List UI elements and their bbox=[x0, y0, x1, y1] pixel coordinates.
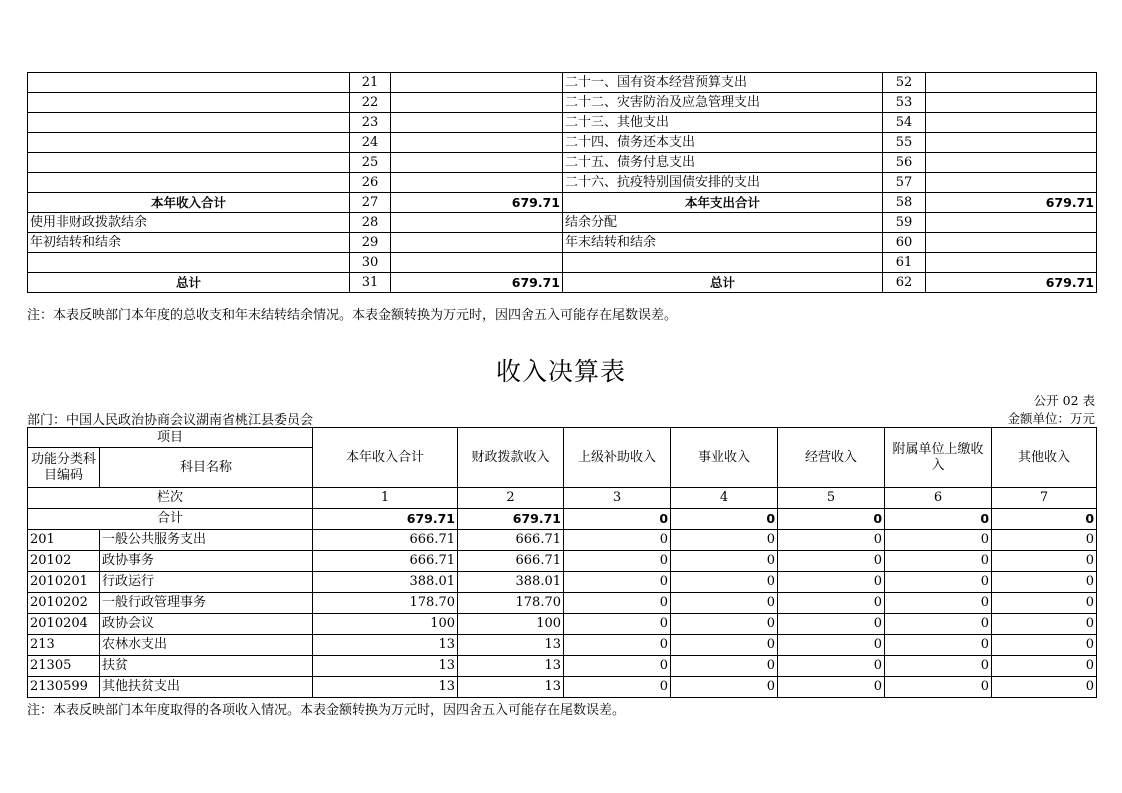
amount-cell: 666.71 bbox=[458, 530, 564, 551]
amount-cell: 0 bbox=[564, 635, 671, 656]
amount-cell: 0 bbox=[564, 593, 671, 614]
income-amount bbox=[391, 153, 563, 173]
expense-line-number: 61 bbox=[883, 253, 926, 273]
summary-table-body bbox=[28, 73, 1097, 293]
table-row bbox=[28, 133, 1097, 153]
expense-line-number: 53 bbox=[883, 93, 926, 113]
header-business: 经营收入 bbox=[778, 428, 885, 488]
income-line-number: 30 bbox=[350, 253, 391, 273]
amount-cell: 0 bbox=[992, 530, 1097, 551]
column-number: 4 bbox=[671, 488, 778, 509]
total-value: 679.71 bbox=[313, 509, 458, 530]
income-item-label bbox=[28, 93, 350, 113]
amount-cell: 0 bbox=[885, 635, 992, 656]
total-value: 679.71 bbox=[458, 509, 564, 530]
amount-cell: 0 bbox=[992, 677, 1097, 698]
expense-item-label: 二十三、其他支出 bbox=[563, 113, 883, 133]
amount-cell: 178.70 bbox=[313, 593, 458, 614]
subject-name: 政协会议 bbox=[100, 614, 313, 635]
table-row bbox=[28, 173, 1097, 193]
amount-cell: 666.71 bbox=[313, 551, 458, 572]
expense-item-label: 总计 bbox=[563, 273, 883, 293]
amount-cell: 0 bbox=[778, 614, 885, 635]
income-amount bbox=[391, 113, 563, 133]
column-number-label: 栏次 bbox=[28, 488, 313, 509]
subject-name: 行政运行 bbox=[100, 572, 313, 593]
amount-cell: 0 bbox=[671, 656, 778, 677]
amount-cell: 0 bbox=[885, 530, 992, 551]
income-amount bbox=[391, 233, 563, 253]
expense-amount: 679.71 bbox=[926, 273, 1097, 293]
column-number: 1 bbox=[313, 488, 458, 509]
income-item-label: 使用非财政拨款结余 bbox=[28, 213, 350, 233]
income-amount bbox=[391, 93, 563, 113]
table-row bbox=[28, 593, 1097, 614]
expense-item-label: 结余分配 bbox=[563, 213, 883, 233]
amount-cell: 0 bbox=[992, 551, 1097, 572]
amount-cell: 100 bbox=[458, 614, 564, 635]
header-func-code: 功能分类科目编码 bbox=[28, 448, 100, 488]
amount-cell: 0 bbox=[778, 656, 885, 677]
income-amount bbox=[391, 213, 563, 233]
subject-code: 2010204 bbox=[28, 614, 100, 635]
subject-name: 其他扶贫支出 bbox=[100, 677, 313, 698]
income-item-label bbox=[28, 253, 350, 273]
table-code: 公开 02 表 bbox=[1033, 393, 1095, 408]
header-superior: 上级补助收入 bbox=[564, 428, 671, 488]
amount-cell: 13 bbox=[313, 656, 458, 677]
income-line-number: 28 bbox=[350, 213, 391, 233]
table-row bbox=[28, 93, 1097, 113]
income-item-label: 年初结转和结余 bbox=[28, 233, 350, 253]
income-amount bbox=[391, 73, 563, 93]
amount-cell: 13 bbox=[458, 656, 564, 677]
income-item-label: 本年收入合计 bbox=[28, 193, 350, 213]
column-number-row bbox=[28, 488, 1097, 509]
table-row bbox=[28, 233, 1097, 253]
subject-name: 扶贫 bbox=[100, 656, 313, 677]
income-line-number: 21 bbox=[350, 73, 391, 93]
amount-cell: 0 bbox=[671, 572, 778, 593]
total-value: 0 bbox=[671, 509, 778, 530]
expense-line-number: 52 bbox=[883, 73, 926, 93]
income-amount bbox=[391, 173, 563, 193]
total-value: 0 bbox=[992, 509, 1097, 530]
table-row bbox=[28, 113, 1097, 133]
total-value: 0 bbox=[564, 509, 671, 530]
table-row bbox=[28, 572, 1097, 593]
amount-cell: 0 bbox=[671, 635, 778, 656]
income-amount bbox=[391, 253, 563, 273]
amount-cell: 0 bbox=[564, 530, 671, 551]
header-row bbox=[28, 428, 1097, 448]
income-item-label bbox=[28, 173, 350, 193]
income-line-number: 23 bbox=[350, 113, 391, 133]
header-total: 本年收入合计 bbox=[313, 428, 458, 488]
subject-name: 政协事务 bbox=[100, 551, 313, 572]
income-item-label bbox=[28, 153, 350, 173]
total-row bbox=[28, 509, 1097, 530]
total-value: 0 bbox=[778, 509, 885, 530]
expense-line-number: 55 bbox=[883, 133, 926, 153]
expense-amount bbox=[926, 113, 1097, 133]
amount-cell: 0 bbox=[885, 593, 992, 614]
income-amount: 679.71 bbox=[391, 193, 563, 213]
amount-cell: 0 bbox=[992, 635, 1097, 656]
table-row bbox=[28, 73, 1097, 93]
column-number: 5 bbox=[778, 488, 885, 509]
amount-cell: 0 bbox=[778, 551, 885, 572]
income-item-label bbox=[28, 133, 350, 153]
amount-cell: 0 bbox=[564, 677, 671, 698]
income-line-number: 31 bbox=[350, 273, 391, 293]
expense-item-label bbox=[563, 253, 883, 273]
subject-name: 一般行政管理事务 bbox=[100, 593, 313, 614]
income-line-number: 29 bbox=[350, 233, 391, 253]
amount-cell: 0 bbox=[778, 677, 885, 698]
table-row bbox=[28, 153, 1097, 173]
amount-cell: 0 bbox=[778, 572, 885, 593]
table-row bbox=[28, 614, 1097, 635]
expense-amount bbox=[926, 133, 1097, 153]
amount-cell: 666.71 bbox=[458, 551, 564, 572]
amount-cell: 100 bbox=[313, 614, 458, 635]
header-career: 事业收入 bbox=[671, 428, 778, 488]
amount-cell: 0 bbox=[671, 593, 778, 614]
amount-cell: 0 bbox=[564, 572, 671, 593]
amount-cell: 13 bbox=[458, 677, 564, 698]
expense-amount bbox=[926, 73, 1097, 93]
income-line-number: 22 bbox=[350, 93, 391, 113]
amount-cell: 13 bbox=[313, 635, 458, 656]
subject-name: 农林水支出 bbox=[100, 635, 313, 656]
amount-cell: 178.70 bbox=[458, 593, 564, 614]
amount-cell: 666.71 bbox=[313, 530, 458, 551]
subject-name: 一般公共服务支出 bbox=[100, 530, 313, 551]
amount-cell: 0 bbox=[885, 551, 992, 572]
income-table-body bbox=[28, 428, 1097, 698]
table-row bbox=[28, 273, 1097, 293]
income-item-label bbox=[28, 113, 350, 133]
amount-cell: 0 bbox=[778, 635, 885, 656]
amount-cell: 388.01 bbox=[313, 572, 458, 593]
expense-amount bbox=[926, 253, 1097, 273]
amount-cell: 0 bbox=[992, 593, 1097, 614]
income-line-number: 26 bbox=[350, 173, 391, 193]
subject-code: 2010201 bbox=[28, 572, 100, 593]
income-item-label bbox=[28, 73, 350, 93]
header-item: 项目 bbox=[28, 428, 313, 448]
table-row bbox=[28, 530, 1097, 551]
subject-code: 20102 bbox=[28, 551, 100, 572]
column-number: 7 bbox=[992, 488, 1097, 509]
table-row bbox=[28, 193, 1097, 213]
expense-item-label: 二十六、抗疫特别国债安排的支出 bbox=[563, 173, 883, 193]
income-line-number: 24 bbox=[350, 133, 391, 153]
subject-code: 2010202 bbox=[28, 593, 100, 614]
header-affiliated: 附属单位上缴收入 bbox=[885, 428, 992, 488]
expense-item-label: 二十四、债务还本支出 bbox=[563, 133, 883, 153]
amount-cell: 0 bbox=[885, 614, 992, 635]
page-title: 收入决算表 bbox=[495, 357, 626, 386]
amount-cell: 0 bbox=[992, 656, 1097, 677]
amount-cell: 0 bbox=[992, 614, 1097, 635]
amount-cell: 0 bbox=[671, 551, 778, 572]
table-row bbox=[28, 213, 1097, 233]
expense-amount bbox=[926, 153, 1097, 173]
income-amount bbox=[391, 133, 563, 153]
column-number: 2 bbox=[458, 488, 564, 509]
amount-cell: 0 bbox=[564, 551, 671, 572]
expense-line-number: 54 bbox=[883, 113, 926, 133]
income-item-label: 总计 bbox=[28, 273, 350, 293]
column-number: 3 bbox=[564, 488, 671, 509]
amount-cell: 13 bbox=[313, 677, 458, 698]
expense-amount bbox=[926, 213, 1097, 233]
income-line-number: 25 bbox=[350, 153, 391, 173]
expense-item-label: 二十二、灾害防治及应急管理支出 bbox=[563, 93, 883, 113]
column-number: 6 bbox=[885, 488, 992, 509]
expense-line-number: 60 bbox=[883, 233, 926, 253]
income-note: 注：本表反映部门本年度取得的各项收入情况。本表金额转换为万元时，因四舍五入可能存在尾数误差。 bbox=[27, 703, 626, 718]
expense-item-label: 二十五、债务付息支出 bbox=[563, 153, 883, 173]
total-value: 0 bbox=[885, 509, 992, 530]
summary-note: 注：本表反映部门本年度的总收支和年末结转结余情况。本表金额转换为万元时，因四舍五入可能存在尾数误差。 bbox=[27, 308, 678, 323]
table-row bbox=[28, 656, 1097, 677]
header-other: 其他收入 bbox=[992, 428, 1097, 488]
amount-cell: 13 bbox=[458, 635, 564, 656]
subject-code: 2130599 bbox=[28, 677, 100, 698]
expense-line-number: 57 bbox=[883, 173, 926, 193]
subject-code: 21305 bbox=[28, 656, 100, 677]
amount-cell: 388.01 bbox=[458, 572, 564, 593]
expense-amount: 679.71 bbox=[926, 193, 1097, 213]
expense-line-number: 58 bbox=[883, 193, 926, 213]
income-table bbox=[27, 427, 1097, 698]
amount-cell: 0 bbox=[778, 530, 885, 551]
expense-amount bbox=[926, 173, 1097, 193]
expense-amount bbox=[926, 233, 1097, 253]
expense-item-label: 本年支出合计 bbox=[563, 193, 883, 213]
subject-code: 213 bbox=[28, 635, 100, 656]
expense-amount bbox=[926, 93, 1097, 113]
amount-cell: 0 bbox=[778, 593, 885, 614]
expense-item-label: 二十一、国有资本经营预算支出 bbox=[563, 73, 883, 93]
unit-label: 金额单位：万元 bbox=[1007, 411, 1095, 426]
expense-line-number: 56 bbox=[883, 153, 926, 173]
table-row bbox=[28, 253, 1097, 273]
header-fiscal: 财政拨款收入 bbox=[458, 428, 564, 488]
amount-cell: 0 bbox=[885, 656, 992, 677]
expense-item-label: 年末结转和结余 bbox=[563, 233, 883, 253]
amount-cell: 0 bbox=[885, 677, 992, 698]
total-label: 合计 bbox=[28, 509, 313, 530]
amount-cell: 0 bbox=[671, 614, 778, 635]
amount-cell: 0 bbox=[885, 572, 992, 593]
subject-code: 201 bbox=[28, 530, 100, 551]
table-row bbox=[28, 551, 1097, 572]
income-amount: 679.71 bbox=[391, 273, 563, 293]
header-subject-name: 科目名称 bbox=[100, 448, 313, 488]
amount-cell: 0 bbox=[992, 572, 1097, 593]
amount-cell: 0 bbox=[564, 614, 671, 635]
department-label: 部门：中国人民政治协商会议湖南省桃江县委员会 bbox=[27, 413, 314, 428]
table-row bbox=[28, 677, 1097, 698]
summary-table bbox=[27, 72, 1097, 293]
table-row bbox=[28, 635, 1097, 656]
amount-cell: 0 bbox=[671, 677, 778, 698]
income-line-number: 27 bbox=[350, 193, 391, 213]
amount-cell: 0 bbox=[671, 530, 778, 551]
expense-line-number: 62 bbox=[883, 273, 926, 293]
amount-cell: 0 bbox=[564, 656, 671, 677]
expense-line-number: 59 bbox=[883, 213, 926, 233]
